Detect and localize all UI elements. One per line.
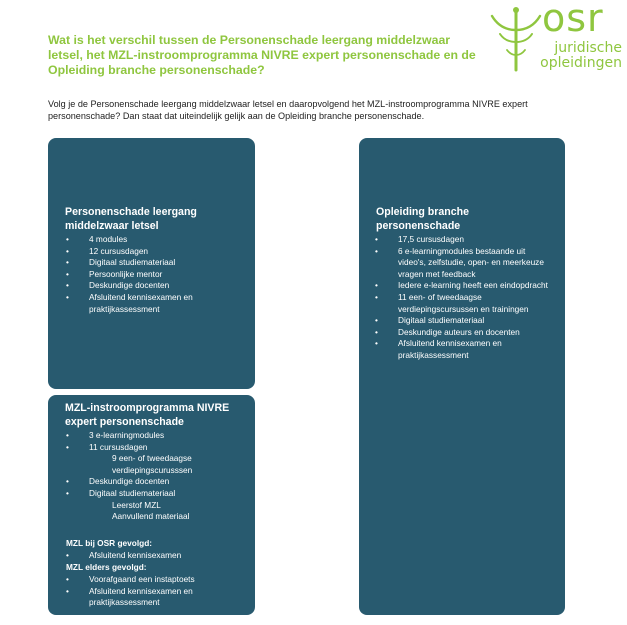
logo-brand: osr [542,0,604,40]
card-branche [359,138,565,615]
list-item: • Persoonlijke mentor [66,269,246,281]
list-item: • Digitaal studiemateriaal [66,488,248,500]
list-item: • Afsluitend kennisexamen en praktijkassessment [375,338,555,361]
list-item: • 12 cursusdagen [66,246,246,258]
card-title: Opleiding branche personenschade [376,206,470,232]
logo-line-2: opleidingen [540,55,622,71]
card-title: MZL-instroomprogramma NIVRE expert personenschade [65,402,230,428]
list-item: • 17,5 cursusdagen [375,234,555,246]
list-item: • Afsluitend kennisexamen [66,550,248,562]
list-item: • 4 modules [66,234,246,246]
list-item: • Afsluitend kennisexamen en praktijkassessment [66,292,246,315]
feature-list [66,574,248,609]
list-subitem: 9 een- of tweedaagse verdiepingscurusssen [112,453,193,475]
feature-list [66,430,248,523]
card-title: Personenschade leergang middelzwaar letsel [65,206,197,232]
logo-subtitle [528,41,622,71]
logo-line-1: juridische [554,40,622,56]
card-leergang [48,138,255,389]
feature-list [375,234,555,362]
list-item: • Deskundige auteurs en docenten [375,327,555,339]
list-item: • Voorafgaand een instaptoets [66,574,248,586]
list-item: • Digitaal studiemateriaal [66,257,246,269]
card-mzl [48,395,255,615]
list-item: • 11 cursusdagen [66,442,248,454]
list-item: • Deskundige docenten [66,476,248,488]
section-heading: MZL bij OSR gevolgd: [66,538,153,548]
feature-list [66,234,246,315]
page-headline: Wat is het verschil tussen de Personenschade leergang middelzwaar letsel, het MZL-instroomprogramma NIVRE expert personenschade en de Opleiding branche personenschade? [48,33,476,77]
list-item: • 6 e-learningmodules bestaande uit video's, zelfstudie, open- en meerkeuze vragen met feedback [375,246,555,281]
list-subitem: Aanvullend materiaal [112,511,190,522]
list-item: • 3 e-learningmodules [66,430,248,442]
list-item: • 11 een- of tweedaagse verdiepingscursussen en trainingen [375,292,555,315]
list-item: • Deskundige docenten [66,280,246,292]
list-subitem: Leerstof MZL [112,499,161,510]
section-heading: MZL elders gevolgd: [66,562,147,572]
osr-logo [488,0,624,76]
list-item: • Afsluitend kennisexamen en praktijkassessment [66,586,248,609]
list-item: • Iedere e-learning heeft een eindopdracht [375,280,555,292]
intro-text: Volg je de Personenschade leergang middelzwaar letsel en daaropvolgend het MZL-instroomprogramma NIVRE expert personenschade? Dan staat dat uiteindelijk gelijk aan de Opleiding branche personenschade. [48,99,528,121]
feature-list [66,550,248,562]
list-item: • Digitaal studiemateriaal [375,315,555,327]
